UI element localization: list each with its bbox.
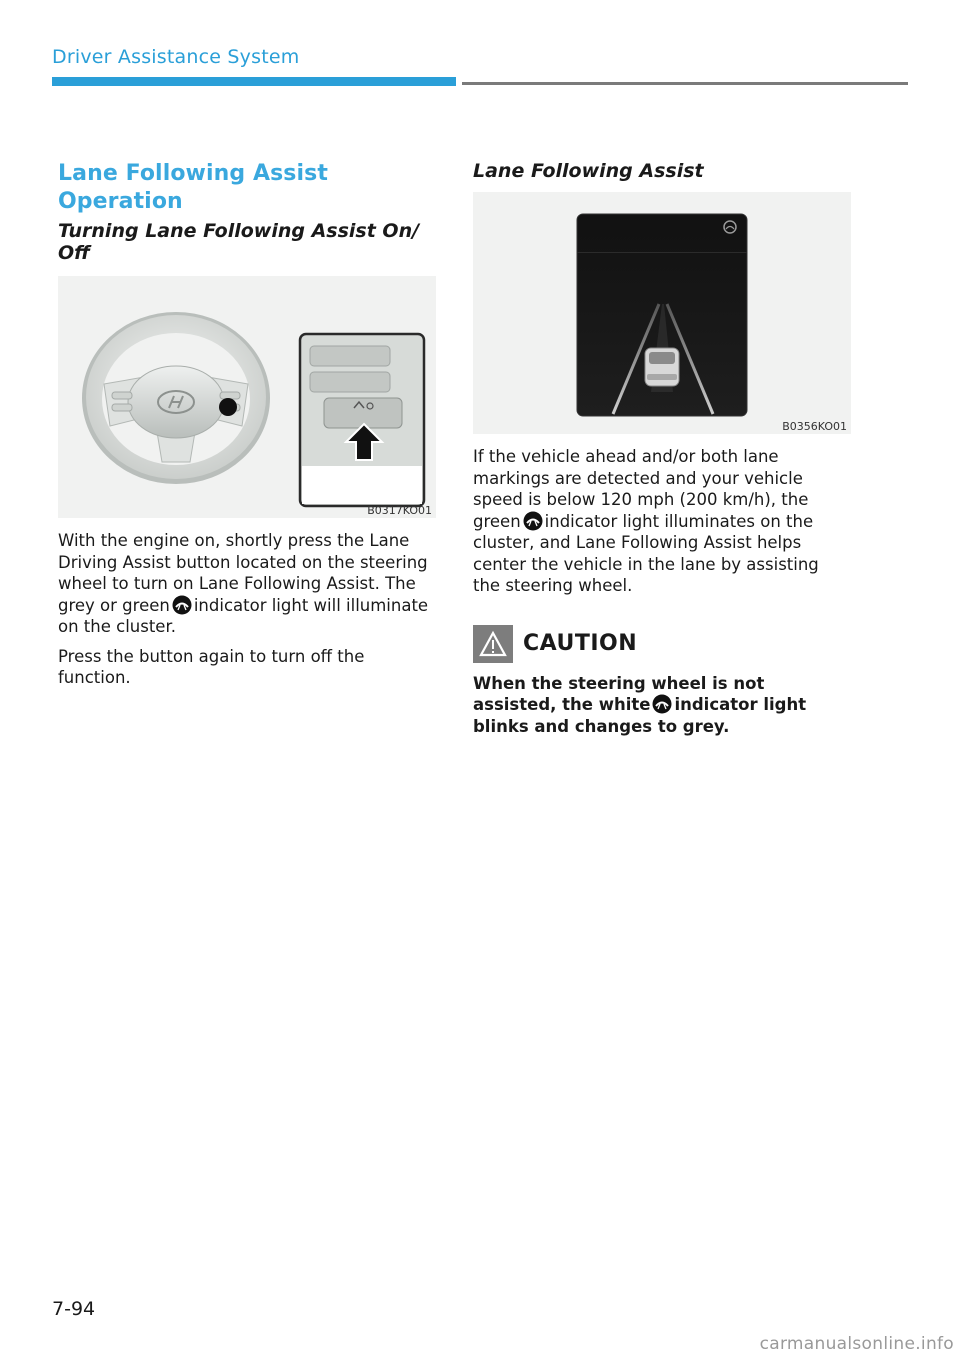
- paragraph-turn-on: [58, 530, 436, 638]
- lane-following-indicator-icon: [652, 694, 672, 714]
- paragraph-turn-off: Press the button again to turn off the function.: [58, 646, 365, 687]
- paragraph-lfa-operation: [473, 446, 851, 597]
- left-body-text: [58, 530, 436, 689]
- text-span: With the engine on, shortly press the Lane Driving Assist button located on the steering wheel to turn on Lane Following Assist. The grey or green: [58, 531, 428, 615]
- caution-header: [473, 625, 851, 663]
- text-span: When the steering wheel is not assisted, the white: [473, 673, 765, 714]
- cluster-illustration: [473, 192, 851, 434]
- caution-title: CAUTION: [523, 631, 638, 656]
- caution-text: [473, 673, 851, 738]
- text-span: indicator light blinks and changes to grey.: [473, 695, 807, 736]
- header-section-title: Driver Assistance System: [52, 46, 300, 68]
- sub-title-on-off: Turning Lane Following Assist On/ Off: [58, 220, 420, 264]
- warning-triangle-icon: [473, 625, 513, 663]
- header-divider: [462, 82, 908, 85]
- steering-wheel-illustration: [58, 276, 436, 518]
- header-accent-bar: [52, 77, 456, 86]
- steering-wheel-figure: [58, 276, 436, 518]
- cluster-figure: [473, 192, 851, 434]
- watermark: carmanualsonline.info: [759, 1334, 954, 1354]
- right-body-text: [473, 446, 851, 597]
- lane-following-indicator-icon: [172, 595, 192, 615]
- page-number: 7-94: [52, 1298, 96, 1320]
- text-span: indicator light illuminates on the cluster, and Lane Following Assist helps center the vehicle in the lane by assisting the steering wheel.: [473, 511, 819, 595]
- text-span: indicator light will illuminate on the cluster.: [58, 595, 429, 636]
- lane-following-indicator-icon: [523, 511, 543, 531]
- text-span: If the vehicle ahead and/or both lane markings are detected and your vehicle speed is below 120 mph (200 km/h), the green: [473, 447, 809, 531]
- section-title: Lane Following Assist Operation: [58, 161, 328, 214]
- left-column: [58, 160, 436, 689]
- right-column: [473, 160, 851, 737]
- sub-title-lfa: Lane Following Assist: [473, 160, 704, 182]
- caution-box: [473, 625, 851, 738]
- figure-code: B0317KO01: [367, 504, 432, 517]
- figure-code: B0356KO01: [782, 420, 847, 433]
